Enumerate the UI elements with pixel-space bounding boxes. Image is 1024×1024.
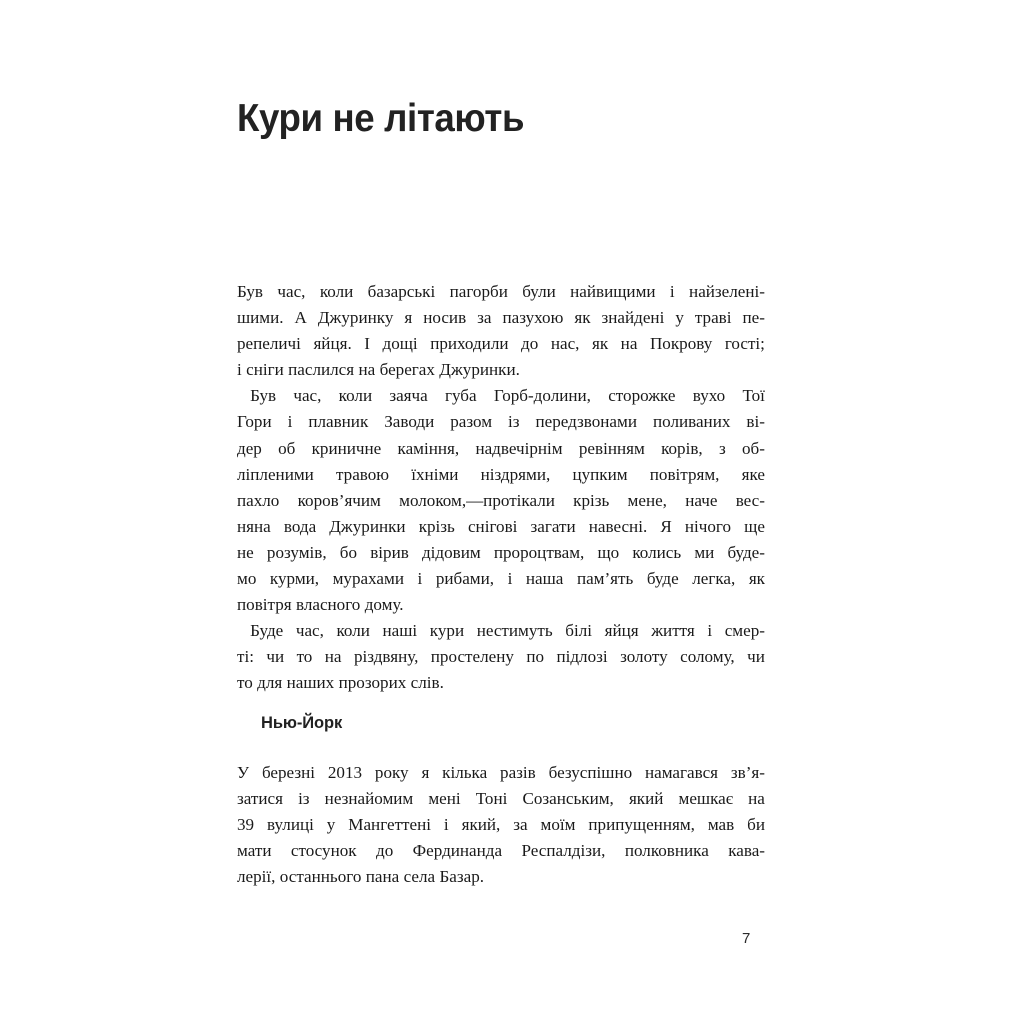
text-line: затися із незнайомим мені Тоні Созанським, який мешкає на xyxy=(237,789,765,809)
text-line: репеличі яйця. І дощі приходили до нас, як на Покрову гості; xyxy=(237,334,765,354)
section-heading: Нью-Йорк xyxy=(261,714,343,732)
body-text-column-upper xyxy=(237,279,765,697)
text-line: не розумів, бо вірив дідовим пророцтвам, що колись ми буде- xyxy=(237,542,765,562)
paragraph xyxy=(237,279,765,383)
text-line: ліпленими травою їхніми ніздрями, цупким повітрям, яке xyxy=(237,464,765,484)
text-line: дер об криничне каміння, надвечірнім ревінням корів, з об- xyxy=(237,438,765,458)
paragraph xyxy=(237,383,765,618)
text-line: шими. А Джуринку я носив за пазухою як знайдені у траві пе- xyxy=(237,308,765,328)
text-line: У березні 2013 року я кілька разів безуспішно намагався зв’я- xyxy=(237,763,765,782)
paragraph xyxy=(237,618,765,696)
text-line: повітря власного дому. xyxy=(237,595,404,615)
text-line: Гори і плавник Заводи разом із передзвонами поливаних ві- xyxy=(237,412,765,432)
text-line: ті: чи то на різдвяну, простелену по підлозі золоту солому, чи xyxy=(237,647,765,667)
text-line: мати стосунок до Фердинанда Респалдізи, полковника кава- xyxy=(237,841,765,861)
text-line: Буде час, коли наші кури нестимуть білі яйця життя і смер- xyxy=(237,621,765,641)
text-line: пахло коров’ячим молоком,—протікали крізь мене, наче вес- xyxy=(237,490,765,510)
text-line: Був час, коли базарські пагорби були найвищими і найзелені- xyxy=(237,282,765,301)
text-line: мо курми, мурахами і рибами, і наша пам’ять буде легка, як xyxy=(237,569,765,589)
text-line: 39 вулиці у Мангеттені і який, за моїм припущенням, мав би xyxy=(237,815,765,835)
text-line: лерії, останнього пана села Базар. xyxy=(237,867,485,887)
page-number: 7 xyxy=(742,930,751,947)
text-line: і сніги паслился на берегах Джуринки. xyxy=(237,360,520,380)
text-line: Був час, коли заяча губа Горб-долини, сторожке вухо Тої xyxy=(237,386,765,406)
paragraph xyxy=(237,760,765,890)
text-line: няна вода Джуринки крізь снігові загати навесні. Я нічого ще xyxy=(237,516,765,536)
page-title: Кури не літають xyxy=(237,97,525,140)
body-text-column-lower xyxy=(237,760,765,890)
text-line: то для наших прозорих слів. xyxy=(237,673,444,693)
